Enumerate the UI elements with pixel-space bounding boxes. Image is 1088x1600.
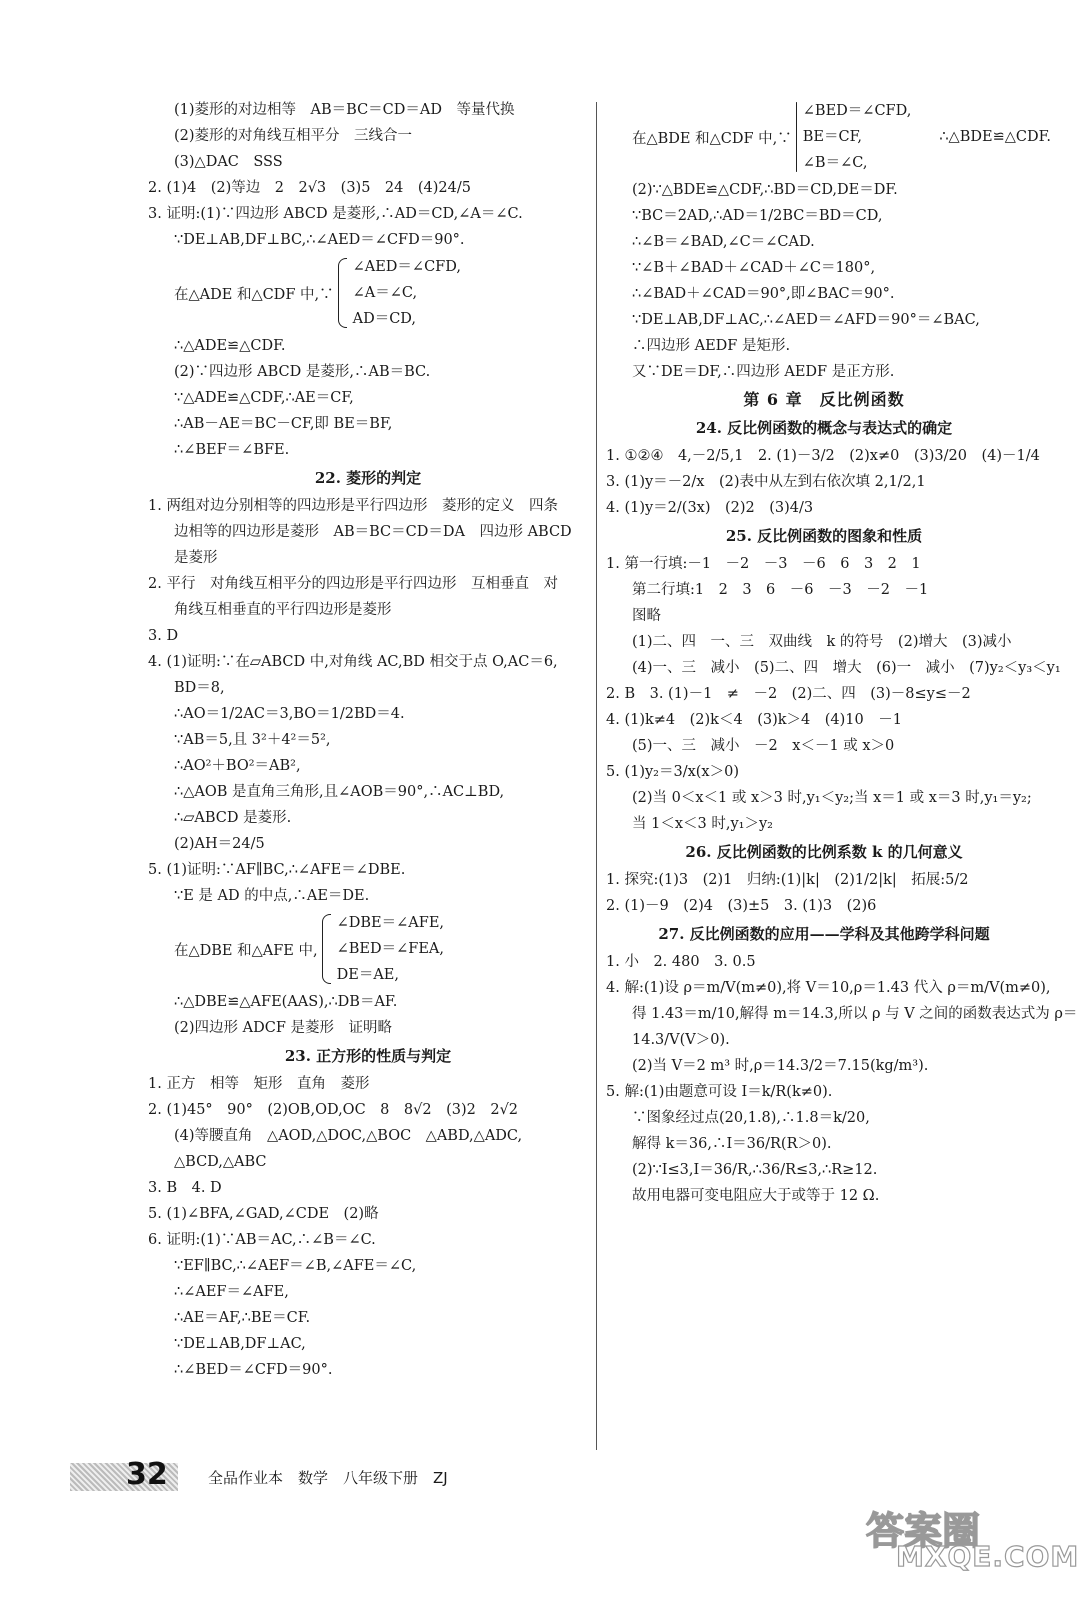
answer-line: ∴△AOB 是直角三角形,且∠AOB＝90°,∴AC⊥BD,	[174, 784, 505, 800]
answer-line: BD＝8,	[174, 680, 225, 696]
answer-line: (4)等腰直角 △AOD,△DOC,△BOC △ABD,△ADC,	[174, 1128, 523, 1144]
section-heading: 26. 反比例函数的比例系数 k 的几何意义	[685, 843, 963, 861]
column-divider	[596, 102, 597, 1450]
answer-line: 2. B 3. (1)－1 ≠ －2 (2)二、四 (3)－8≤y≤－2	[606, 686, 971, 702]
answer-line: 2. 平行 对角线互相平分的四边形是平行四边形 互相垂直 对	[148, 576, 558, 592]
book-title: 全品作业本 数学 八年级下册 ZJ	[208, 1468, 448, 1487]
watermark-text: 答案圈	[866, 1509, 981, 1553]
answer-line: 1. 小 2. 480 3. 0.5	[606, 954, 756, 970]
answer-line: ∴AO＝1/2AC＝3,BO＝1/2BD＝4.	[174, 706, 405, 722]
system-lead: 在△DBE 和△AFE 中,	[174, 942, 318, 959]
page-number: 32	[126, 1457, 168, 1492]
system-row: AD＝CD,	[352, 311, 417, 327]
answer-line: 5. (1)∠BFA,∠GAD,∠CDE (2)略	[148, 1206, 379, 1222]
section-heading: 第 6 章 反比例函数	[743, 390, 905, 409]
answer-line: 5. (1)证明:∵AF∥BC,∴∠AFE＝∠DBE.	[148, 862, 406, 878]
system-conclusion: ∴△BDE≌△CDF.	[939, 129, 1052, 145]
answer-line: (2)∵I≤3,I＝36/R,∴36/R≤3,∴R≥12.	[632, 1162, 878, 1178]
left-brace	[322, 914, 331, 984]
answer-line: ∵△ADE≌△CDF,∴AE＝CF,	[174, 390, 354, 406]
section-heading: 27. 反比例函数的应用——学科及其他跨学科问题	[658, 925, 990, 943]
answer-line: (2)四边形 ADCF 是菱形 证明略	[174, 1020, 393, 1036]
answer-line: 当 1＜x＜3 时,y₁＞y₂	[632, 816, 773, 832]
answer-line: 5. 解:(1)由题意可设 I＝k/R(k≠0).	[606, 1084, 833, 1100]
answer-line: 边相等的四边形是菱形 AB＝BC＝CD＝DA 四边形 ABCD	[174, 524, 572, 540]
answer-line: (3)△DAC SSS	[174, 154, 283, 170]
answer-line: △BCD,△ABC	[174, 1154, 267, 1170]
answer-line: ∵图象经过点(20,1.8),∴1.8＝k/20,	[632, 1110, 870, 1126]
left-brace	[338, 258, 347, 328]
answer-line: ∴△ADE≌△CDF.	[174, 338, 286, 354]
answer-line: 得 1.43＝m/10,解得 m＝14.3,所以 ρ 与 V 之间的函数表达式为 ρ＝	[632, 1006, 1078, 1022]
answer-line: ∴▱ABCD 是菱形.	[174, 810, 292, 826]
system-row: ∠BED＝∠FEA,	[336, 941, 445, 957]
left-brace	[796, 102, 797, 172]
system-row: ∠A＝∠C,	[352, 285, 418, 301]
system-rows	[337, 912, 444, 986]
answer-line: 4. (1)证明:∵在▱ABCD 中,对角线 AC,BD 相交于点 O,AC＝6,	[148, 654, 558, 670]
answer-line: (2)∵△BDE≌△CDF,∴BD＝CD,DE＝DF.	[632, 182, 898, 198]
section-heading: 24. 反比例函数的概念与表达式的确定	[695, 419, 953, 437]
answer-line: 是菱形	[174, 550, 218, 566]
system-lead: 在△BDE 和△CDF 中,∵	[632, 130, 792, 147]
answer-line: 2. (1)－9 (2)4 (3)±5 3. (1)3 (2)6	[606, 898, 877, 914]
answer-line: 1. 第一行填:－1 －2 －3 －6 6 3 2 1	[606, 556, 921, 572]
answer-line: (1)菱形的对边相等 AB＝BC＝CD＝AD 等量代换	[174, 102, 515, 118]
answer-line: (2)当 V＝2 m³ 时,ρ＝14.3/2＝7.15(kg/m³).	[632, 1058, 929, 1074]
answer-line: 5. (1)y₂＝3/x(x＞0)	[606, 764, 739, 780]
answer-line: 图略	[632, 608, 661, 624]
system-row: ∠DBE＝∠AFE,	[336, 915, 445, 931]
answer-line: 解得 k＝36,∴I＝36/R(R＞0).	[632, 1136, 832, 1152]
page-number-box	[70, 1457, 178, 1492]
answer-line: (4)一、三 减小 (5)二、四 增大 (6)一 减小 (7)y₂＜y₃＜y₁	[632, 660, 1061, 676]
answer-line: 又∵DE＝DF,∴四边形 AEDF 是正方形.	[632, 364, 895, 380]
answer-line: 3. D	[148, 628, 179, 644]
answer-line: ∴△DBE≌△AFE(AAS),∴DB＝AF.	[174, 994, 398, 1010]
system-lead: 在△ADE 和△CDF 中,∵	[174, 286, 334, 303]
right-column	[606, 100, 1078, 1212]
answer-line: (2)菱形的对角线互相平分 三线合一	[174, 128, 413, 144]
answer-line: 3. (1)y＝－2/x (2)表中从左到右依次填 2,1/2,1	[606, 474, 926, 490]
answer-line: ∴∠BAD＋∠CAD＝90°,即∠BAC＝90°.	[632, 286, 895, 302]
answer-line: ∵BC＝2AD,∴AD＝1/2BC＝BD＝CD,	[632, 208, 883, 224]
answer-line: (2)∵四边形 ABCD 是菱形,∴AB＝BC.	[174, 364, 431, 380]
system-row: ∠AED＝∠CFD,	[352, 259, 461, 275]
answer-line: 3. B 4. D	[148, 1180, 222, 1196]
system-rows	[353, 256, 461, 330]
answer-line: 1. 两组对边分别相等的四边形是平行四边形 菱形的定义 四条	[148, 498, 558, 514]
answer-line: ∴∠B＝∠BAD,∠C＝∠CAD.	[632, 234, 815, 250]
answer-line: 故用电器可变电阻应大于或等于 12 Ω.	[632, 1188, 880, 1204]
answer-line: 4. (1)y＝2/(3x) (2)2 (3)4/3	[606, 500, 814, 516]
answer-line: ∴∠AEF＝∠AFE,	[174, 1284, 289, 1300]
answer-line: ∴四边形 AEDF 是矩形.	[632, 338, 791, 354]
section-heading: 25. 反比例函数的图象和性质	[725, 527, 923, 545]
system-row: ∠B＝∠C,	[802, 155, 868, 171]
answer-line: 角线互相垂直的平行四边形是菱形	[174, 602, 392, 618]
equation-system	[174, 912, 588, 986]
system-row: BE＝CF,	[802, 129, 863, 145]
answer-line: ∵EF∥BC,∴∠AEF＝∠B,∠AFE＝∠C,	[174, 1258, 417, 1274]
system-row: DE＝AE,	[336, 967, 400, 983]
section-heading: 23. 正方形的性质与判定	[284, 1047, 452, 1065]
equation-system	[632, 100, 1052, 174]
section-heading: 22. 菱形的判定	[314, 469, 422, 487]
watermark-url: MXQE.COM	[896, 1540, 1080, 1573]
system-rows	[803, 100, 912, 174]
answer-line: 6. 证明:(1)∵AB＝AC,∴∠B＝∠C.	[148, 1232, 376, 1248]
answer-line: 2. (1)45° 90° (2)OB,OD,OC 8 8√2 (3)2 2√2	[148, 1102, 519, 1118]
answer-line: 1. 探究:(1)3 (2)1 归纳:(1)|k| (2)1/2|k| 拓展:5/2	[606, 872, 969, 888]
answer-line: 1. 正方 相等 矩形 直角 菱形	[148, 1076, 370, 1092]
answer-line: 14.3/V(V＞0).	[632, 1032, 730, 1048]
page-footer	[70, 1457, 590, 1492]
answer-line: ∴AO²＋BO²＝AB²,	[174, 758, 301, 774]
answer-line: ∴AB－AE＝BC－CF,即 BE＝BF,	[174, 416, 393, 432]
answer-line: 2. (1)4 (2)等边 2 2√3 (3)5 24 (4)24/5	[148, 180, 471, 196]
answer-line: ∵DE⊥AB,DF⊥AC,	[174, 1336, 306, 1352]
answer-line: ∵DE⊥AB,DF⊥AC,∴∠AED＝∠AFD＝90°＝∠BAC,	[632, 312, 980, 328]
answer-line: 3. 证明:(1)∵四边形 ABCD 是菱形,∴AD＝CD,∠A＝∠C.	[148, 206, 523, 222]
watermark-logo	[856, 1502, 1080, 1573]
answer-line: 4. (1)k≠4 (2)k＜4 (3)k＞4 (4)10 －1	[606, 712, 902, 728]
answer-line: (2)当 0＜x＜1 或 x＞3 时,y₁＜y₂;当 x＝1 或 x＝3 时,y₁＝y₂;	[632, 790, 1032, 806]
answer-line: (2)AH＝24/5	[174, 836, 265, 852]
answer-line: (1)二、四 一、三 双曲线 k 的符号 (2)增大 (3)减小	[632, 634, 1012, 650]
answer-line: ∵DE⊥AB,DF⊥BC,∴∠AED＝∠CFD＝90°.	[174, 232, 465, 248]
answer-line: 1. ①②④ 4,－2/5,1 2. (1)－3/2 (2)x≠0 (3)3/20 (4)－1/4	[606, 448, 1040, 464]
answer-line: 第二行填:1 2 3 6 －6 －3 －2 －1	[632, 582, 929, 598]
answer-line: 4. 解:(1)设 ρ＝m/V(m≠0),将 V＝10,ρ＝1.43 代入 ρ＝m/V(m≠0),	[606, 980, 1051, 996]
answer-line: (5)一、三 减小 －2 x＜－1 或 x＞0	[632, 738, 895, 754]
equation-system	[174, 256, 588, 330]
answer-line: ∵E 是 AD 的中点,∴AE＝DE.	[174, 888, 370, 904]
left-column	[148, 100, 588, 1386]
answer-line: ∵∠B＋∠BAD＋∠CAD＋∠C＝180°,	[632, 260, 876, 276]
answer-line: ∴∠BEF＝∠BFE.	[174, 442, 290, 458]
system-row: ∠BED＝∠CFD,	[802, 103, 912, 119]
answer-line: ∵AB＝5,且 3²＋4²＝5²,	[174, 732, 331, 748]
answer-line: ∴∠BED＝∠CFD＝90°.	[174, 1362, 333, 1378]
answer-line: ∴AE＝AF,∴BE＝CF.	[174, 1310, 311, 1326]
